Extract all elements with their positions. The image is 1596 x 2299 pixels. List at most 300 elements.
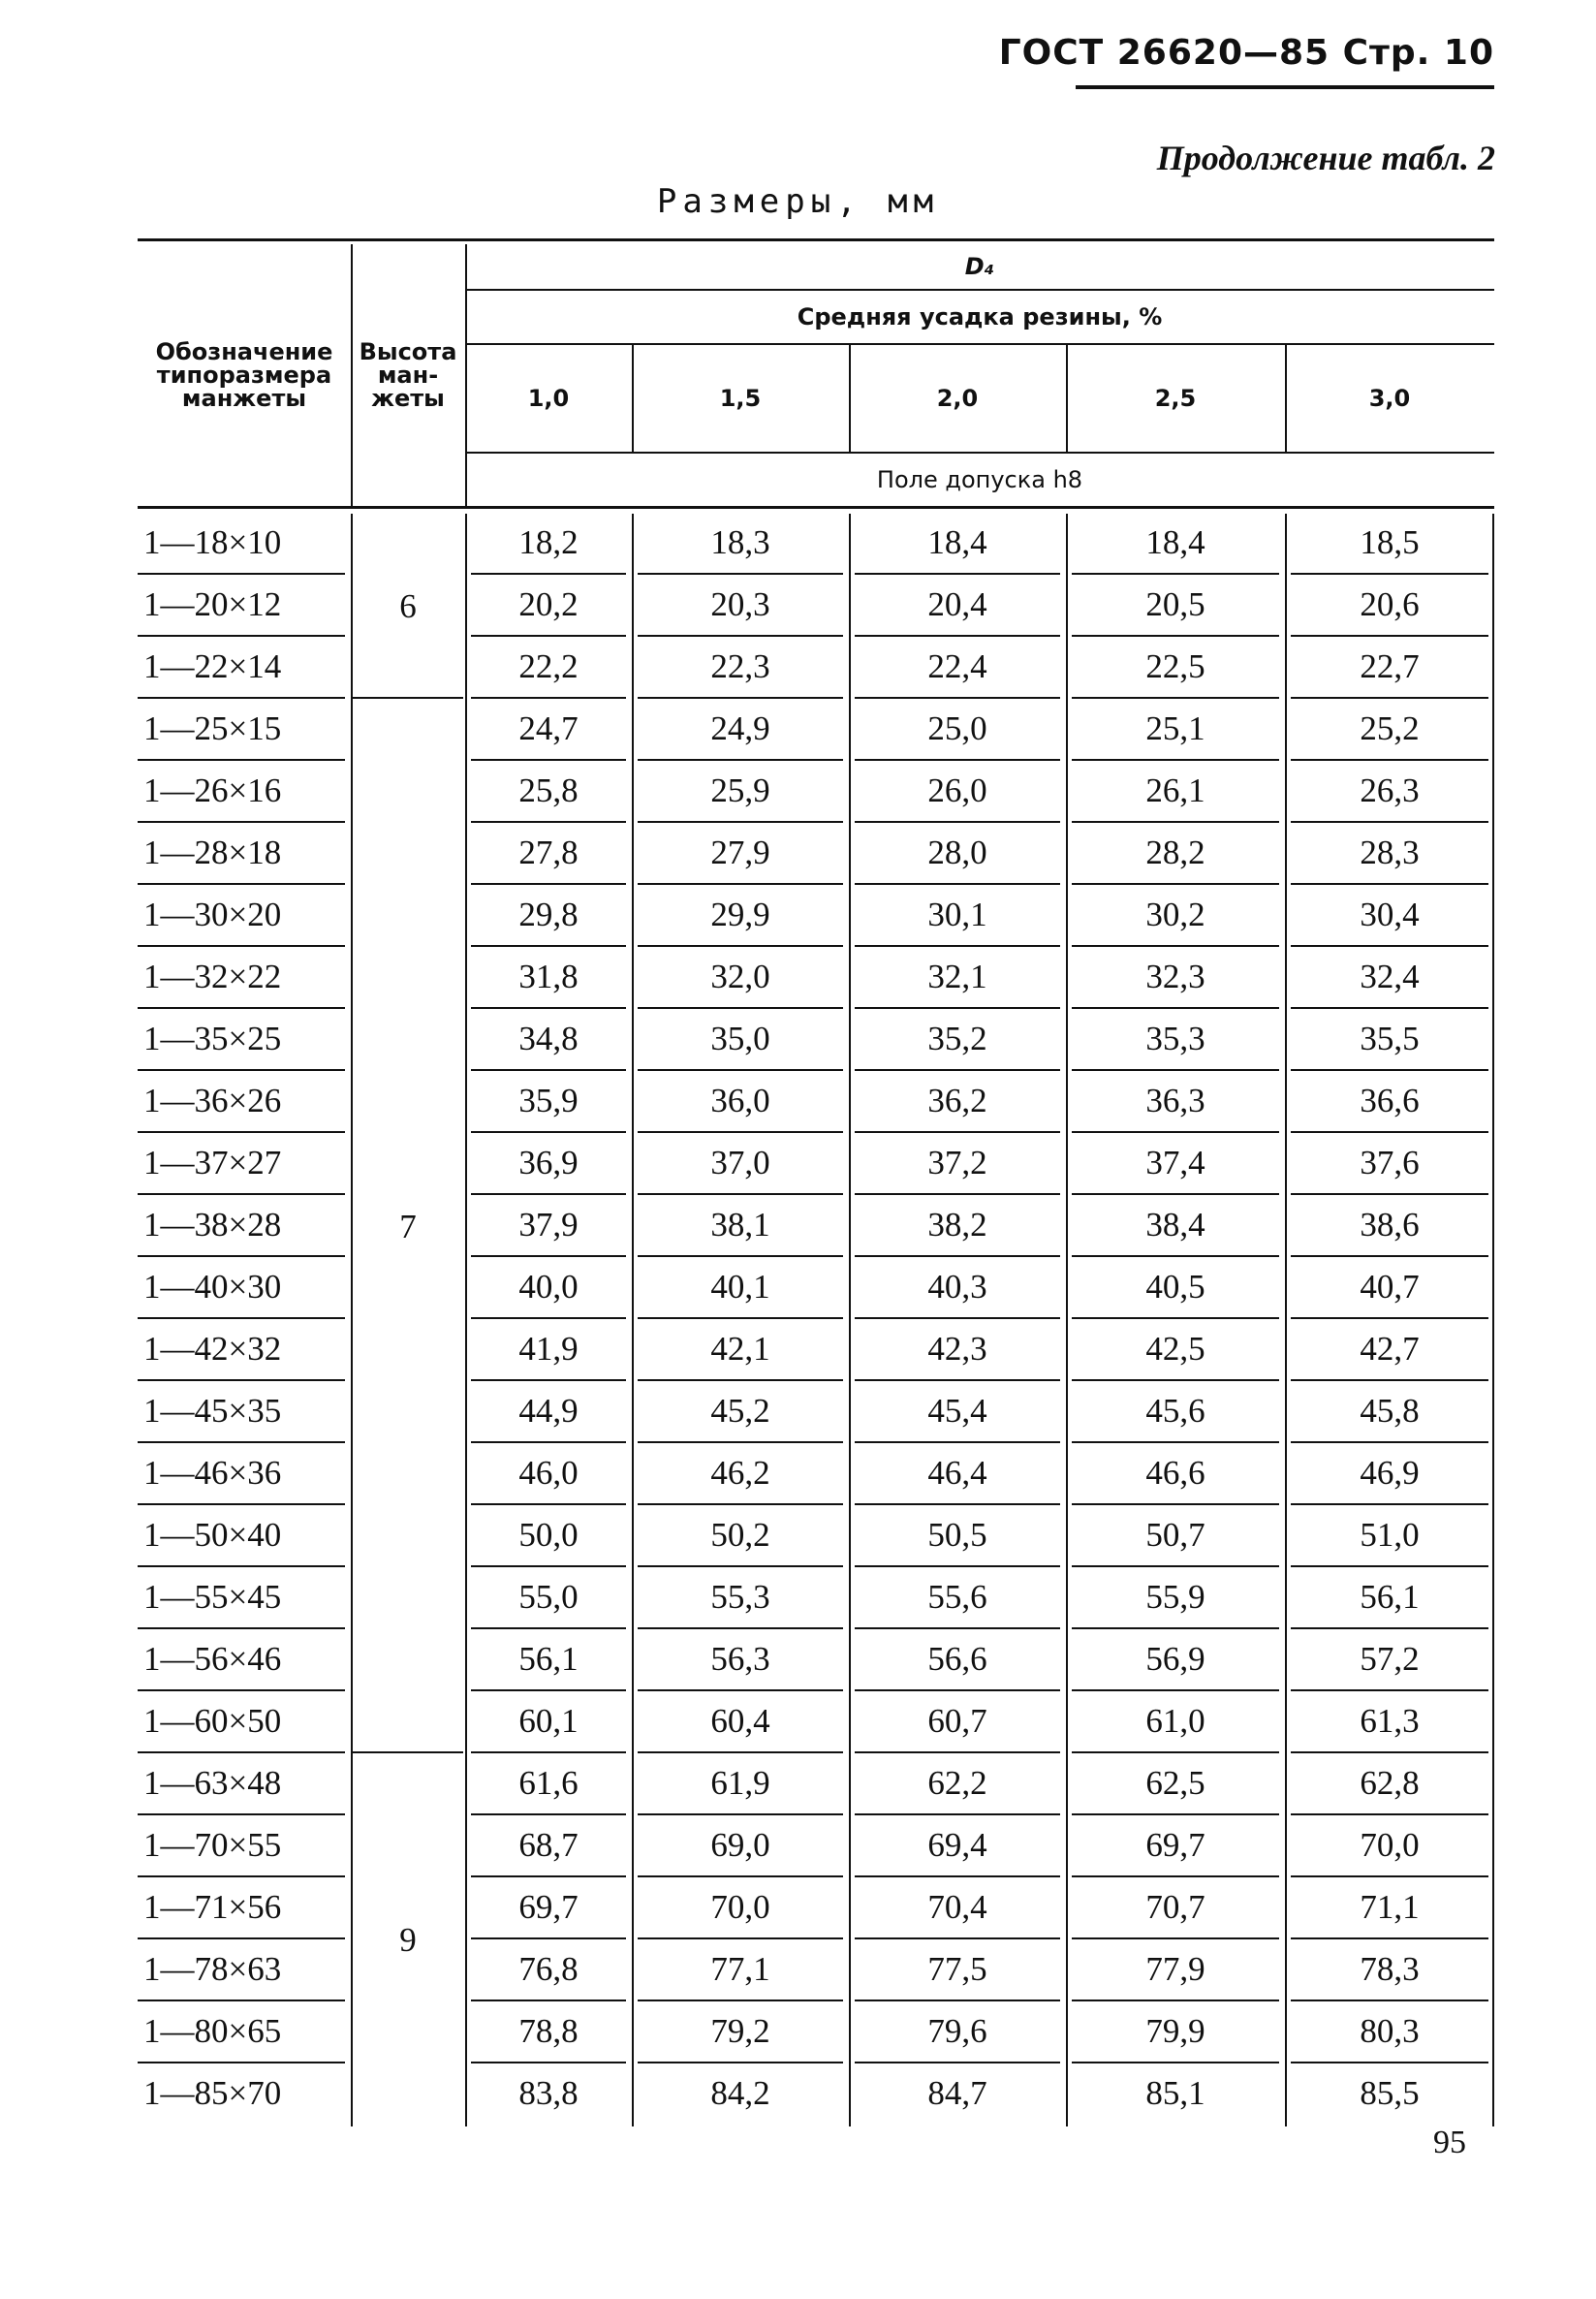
row-rule	[855, 1627, 1060, 1629]
row-rule	[1072, 1503, 1279, 1505]
row-rule	[471, 1379, 626, 1381]
row-rule	[638, 1255, 843, 1257]
table-cell: 30,2	[1145, 896, 1205, 933]
table-cell: 26,3	[1360, 772, 1420, 809]
table-cell: 42,5	[1145, 1330, 1205, 1368]
row-rule	[138, 2062, 345, 2063]
table-cell: 40,3	[927, 1268, 987, 1306]
table-cell: 20,6	[1360, 585, 1420, 623]
row-rule	[855, 1193, 1060, 1195]
row-designation: 1—35×25	[143, 1020, 282, 1057]
row-rule	[1072, 1627, 1279, 1629]
row-rule	[1291, 2062, 1488, 2063]
row-rule	[138, 635, 345, 637]
row-rule	[1291, 821, 1488, 823]
table-cell: 20,3	[710, 585, 770, 623]
row-rule	[138, 2000, 345, 2001]
row-rule	[1291, 1007, 1488, 1009]
row-rule	[471, 945, 626, 947]
row-rule	[1072, 1441, 1279, 1443]
row-designation: 1—36×26	[143, 1082, 282, 1119]
row-rule	[138, 1689, 345, 1691]
table-cell: 28,2	[1145, 834, 1205, 871]
row-rule	[471, 1069, 626, 1071]
page-number: 95	[1433, 2125, 1466, 2160]
table-cell: 60,1	[518, 1702, 579, 1740]
row-rule	[138, 883, 345, 885]
row-rule	[855, 2062, 1060, 2063]
table-cell: 32,0	[710, 958, 770, 995]
row-rule	[1291, 1937, 1488, 1939]
row-rule	[1291, 1689, 1488, 1691]
row-rule	[1072, 1131, 1279, 1133]
row-rule	[855, 1069, 1060, 1071]
row-rule	[138, 1379, 345, 1381]
row-rule	[1072, 1565, 1279, 1567]
row-designation: 1—28×18	[143, 834, 282, 871]
table-cell: 42,7	[1360, 1330, 1420, 1368]
row-rule	[138, 573, 345, 575]
row-rule	[855, 2000, 1060, 2001]
table-cell: 40,0	[518, 1268, 579, 1306]
row-rule	[855, 1751, 1060, 1753]
table-continuation-note: Продолжение табл. 2	[1156, 139, 1495, 177]
table-cell: 25,0	[927, 709, 987, 747]
row-rule	[1291, 1751, 1488, 1753]
table-cell: 50,2	[710, 1516, 770, 1554]
table-cell: 78,8	[518, 2012, 579, 2050]
row-rule	[855, 1503, 1060, 1505]
row-rule	[138, 1255, 345, 1257]
table-cell: 18,4	[1145, 523, 1205, 561]
table-cell: 61,6	[518, 1764, 579, 1802]
row-rule	[855, 573, 1060, 575]
row-designation: 1—20×12	[143, 585, 282, 623]
row-rule	[1291, 635, 1488, 637]
row-rule	[471, 1875, 626, 1877]
table-cell: 83,8	[518, 2074, 579, 2112]
table-cell: 50,5	[927, 1516, 987, 1554]
table-cell: 45,2	[710, 1392, 770, 1430]
table-cell: 70,0	[710, 1888, 770, 1926]
table-cell: 46,4	[927, 1454, 987, 1492]
row-rule	[138, 1875, 345, 1877]
table-cell: 26,0	[927, 772, 987, 809]
table-cell: 36,2	[927, 1082, 987, 1119]
table-cell: 46,6	[1145, 1454, 1205, 1492]
row-rule	[1291, 697, 1488, 699]
table-cell: 51,0	[1360, 1516, 1420, 1554]
table-cell: 84,7	[927, 2074, 987, 2112]
row-rule	[1072, 1069, 1279, 1071]
row-designation: 1—45×35	[143, 1392, 282, 1430]
row-rule	[1291, 1565, 1488, 1567]
height-group-rule	[353, 1751, 463, 1753]
table-cell: 31,8	[518, 958, 579, 995]
row-designation: 1—26×16	[143, 772, 282, 809]
table-cell: 68,7	[518, 1826, 579, 1864]
table-cell: 46,2	[710, 1454, 770, 1492]
table-cell: 30,4	[1360, 896, 1420, 933]
row-rule	[855, 759, 1060, 761]
table-cell: 80,3	[1360, 2012, 1420, 2050]
row-rule	[855, 1007, 1060, 1009]
table-cell: 56,1	[1360, 1578, 1420, 1616]
standard-reference: ГОСТ 26620—85 Стр. 10	[998, 33, 1494, 73]
table-cell: 70,0	[1360, 1826, 1420, 1864]
row-designation: 1—37×27	[143, 1144, 282, 1181]
row-rule	[471, 1627, 626, 1629]
row-rule	[1072, 1875, 1279, 1877]
table-cell: 29,8	[518, 896, 579, 933]
row-designation: 1—38×28	[143, 1206, 282, 1244]
table-cell: 18,3	[710, 523, 770, 561]
row-rule	[638, 1441, 843, 1443]
row-rule	[138, 1503, 345, 1505]
table-cell: 28,0	[927, 834, 987, 871]
table-cell: 20,2	[518, 585, 579, 623]
row-rule	[471, 883, 626, 885]
row-designation: 1—70×55	[143, 1826, 282, 1864]
row-rule	[638, 945, 843, 947]
row-rule	[1072, 1193, 1279, 1195]
row-rule	[1291, 1503, 1488, 1505]
table-cell: 18,5	[1360, 523, 1420, 561]
row-rule	[638, 759, 843, 761]
row-rule	[638, 697, 843, 699]
row-rule	[638, 2062, 843, 2063]
row-rule	[471, 1317, 626, 1319]
row-rule	[855, 821, 1060, 823]
table-cell: 40,7	[1360, 1268, 1420, 1306]
row-rule	[1072, 1813, 1279, 1815]
table-cell: 32,3	[1145, 958, 1205, 995]
row-designation: 1—71×56	[143, 1888, 282, 1926]
row-rule	[638, 1627, 843, 1629]
table-cell: 69,0	[710, 1826, 770, 1864]
row-rule	[1072, 821, 1279, 823]
row-rule	[638, 1131, 843, 1133]
table-cell: 18,4	[927, 523, 987, 561]
row-rule	[1072, 759, 1279, 761]
table-cell: 36,9	[518, 1144, 579, 1181]
row-rule	[471, 1193, 626, 1195]
height-group-value: 6	[399, 587, 417, 625]
table-cell: 55,0	[518, 1578, 579, 1616]
row-rule	[1291, 1875, 1488, 1877]
row-rule	[471, 635, 626, 637]
row-rule	[471, 1131, 626, 1133]
row-rule	[471, 1689, 626, 1691]
row-rule	[138, 1937, 345, 1939]
header-bottom-rule	[138, 506, 1494, 509]
row-rule	[471, 2000, 626, 2001]
row-rule	[1072, 1751, 1279, 1753]
height-group-rule	[353, 697, 463, 699]
table-cell: 77,1	[710, 1950, 770, 1988]
row-rule	[855, 1317, 1060, 1319]
row-rule	[1072, 573, 1279, 575]
shrinkage-value-header: 2,5	[1154, 385, 1197, 412]
table-cell: 22,2	[518, 647, 579, 685]
table-cell: 25,1	[1145, 709, 1205, 747]
table-cell: 46,9	[1360, 1454, 1420, 1492]
row-rule	[138, 759, 345, 761]
row-rule	[855, 1813, 1060, 1815]
row-rule	[138, 1441, 345, 1443]
row-rule	[638, 1007, 843, 1009]
row-designation: 1—55×45	[143, 1578, 282, 1616]
table-top-rule	[138, 238, 1494, 241]
table-cell: 36,0	[710, 1082, 770, 1119]
table-cell: 69,4	[927, 1826, 987, 1864]
table-cell: 38,6	[1360, 1206, 1420, 1244]
row-rule	[1291, 1193, 1488, 1195]
row-rule	[638, 1689, 843, 1691]
row-rule	[1291, 573, 1488, 575]
table-cell: 61,0	[1145, 1702, 1205, 1740]
row-rule	[471, 1751, 626, 1753]
table-cell: 35,9	[518, 1082, 579, 1119]
row-rule	[638, 1565, 843, 1567]
row-rule	[855, 697, 1060, 699]
row-rule	[1291, 1813, 1488, 1815]
table-cell: 25,2	[1360, 709, 1420, 747]
row-designation: 1—63×48	[143, 1764, 282, 1802]
row-designation: 1—85×70	[143, 2074, 282, 2112]
row-designation: 1—40×30	[143, 1268, 282, 1306]
table-cell: 69,7	[518, 1888, 579, 1926]
table-cell: 45,4	[927, 1392, 987, 1430]
column-header-designation: Обозначение типоразмера манжеты	[155, 338, 333, 412]
column-header-d4: D₄	[964, 253, 995, 280]
row-rule	[471, 1813, 626, 1815]
row-rule	[638, 2000, 843, 2001]
table-cell: 25,8	[518, 772, 579, 809]
row-rule	[1072, 2000, 1279, 2001]
row-rule	[138, 945, 345, 947]
row-designation: 1—32×22	[143, 958, 282, 995]
row-rule	[138, 1069, 345, 1071]
row-rule	[1291, 945, 1488, 947]
table-cell: 55,3	[710, 1578, 770, 1616]
table-cell: 25,9	[710, 772, 770, 809]
table-cell: 18,2	[518, 523, 579, 561]
row-rule	[471, 821, 626, 823]
table-cell: 79,6	[927, 2012, 987, 2050]
table-cell: 37,0	[710, 1144, 770, 1181]
row-rule	[855, 635, 1060, 637]
table-cell: 32,4	[1360, 958, 1420, 995]
table-cell: 62,2	[927, 1764, 987, 1802]
row-rule	[138, 1751, 345, 1753]
row-rule	[1291, 1131, 1488, 1133]
row-rule	[1072, 1255, 1279, 1257]
row-rule	[638, 573, 843, 575]
row-rule	[855, 945, 1060, 947]
table-cell: 40,1	[710, 1268, 770, 1306]
row-rule	[855, 1875, 1060, 1877]
row-rule	[1072, 1317, 1279, 1319]
row-rule	[638, 1875, 843, 1877]
row-rule	[138, 821, 345, 823]
table-cell: 22,5	[1145, 647, 1205, 685]
table-cell: 37,9	[518, 1206, 579, 1244]
table-cell: 61,3	[1360, 1702, 1420, 1740]
table-cell: 56,9	[1145, 1640, 1205, 1678]
row-designation: 1—60×50	[143, 1702, 282, 1740]
table-cell: 85,1	[1145, 2074, 1205, 2112]
row-rule	[638, 635, 843, 637]
table-cell: 57,2	[1360, 1640, 1420, 1678]
row-rule	[138, 1813, 345, 1815]
table-cell: 56,6	[927, 1640, 987, 1678]
table-cell: 79,2	[710, 2012, 770, 2050]
row-rule	[1291, 1441, 1488, 1443]
row-designation: 1—42×32	[143, 1330, 282, 1368]
row-rule	[1072, 1937, 1279, 1939]
table-cell: 32,1	[927, 958, 987, 995]
table-cell: 37,2	[927, 1144, 987, 1181]
table-cell: 55,6	[927, 1578, 987, 1616]
table-cell: 84,2	[710, 2074, 770, 2112]
shrinkage-value-header: 2,0	[936, 385, 979, 412]
table-cell: 62,5	[1145, 1764, 1205, 1802]
table-cell: 37,4	[1145, 1144, 1205, 1181]
row-rule	[1291, 1627, 1488, 1629]
table-cell: 27,9	[710, 834, 770, 871]
row-rule	[138, 1317, 345, 1319]
table-cell: 30,1	[927, 896, 987, 933]
table-cell: 22,4	[927, 647, 987, 685]
row-rule	[855, 1255, 1060, 1257]
table-cell: 77,9	[1145, 1950, 1205, 1988]
row-rule	[138, 1627, 345, 1629]
row-designation: 1—25×15	[143, 709, 282, 747]
table-cell: 61,9	[710, 1764, 770, 1802]
table-cell: 56,1	[518, 1640, 579, 1678]
row-rule	[638, 1317, 843, 1319]
table-cell: 56,3	[710, 1640, 770, 1678]
row-rule	[1072, 2062, 1279, 2063]
row-rule	[855, 1689, 1060, 1691]
table-cell: 44,9	[518, 1392, 579, 1430]
column-header-height: Высота ман- жеты	[359, 338, 457, 412]
table-cell: 29,9	[710, 896, 770, 933]
row-rule	[638, 1937, 843, 1939]
table-cell: 27,8	[518, 834, 579, 871]
row-designation: 1—56×46	[143, 1640, 282, 1678]
table-cell: 36,3	[1145, 1082, 1205, 1119]
table-cell: 34,8	[518, 1020, 579, 1057]
table-cell: 62,8	[1360, 1764, 1420, 1802]
row-rule	[471, 759, 626, 761]
table-cell: 24,9	[710, 709, 770, 747]
row-rule	[855, 1131, 1060, 1133]
row-rule	[138, 1131, 345, 1133]
row-rule	[855, 1379, 1060, 1381]
row-rule	[1072, 1689, 1279, 1691]
row-rule	[471, 573, 626, 575]
row-rule	[638, 1751, 843, 1753]
table-cell: 55,9	[1145, 1578, 1205, 1616]
row-rule	[471, 1937, 626, 1939]
table-cell: 37,6	[1360, 1144, 1420, 1181]
table-cell: 24,7	[518, 709, 579, 747]
row-designation: 1—18×10	[143, 523, 282, 561]
row-rule	[471, 697, 626, 699]
shrinkage-value-header: 1,0	[527, 385, 570, 412]
row-rule	[1072, 1007, 1279, 1009]
row-rule	[1072, 883, 1279, 885]
table-cell: 85,5	[1360, 2074, 1420, 2112]
row-rule	[638, 1813, 843, 1815]
height-group-value: 9	[399, 1921, 417, 1959]
row-designation: 1—78×63	[143, 1950, 282, 1988]
row-designation: 1—50×40	[143, 1516, 282, 1554]
row-rule	[1291, 2000, 1488, 2001]
row-rule	[471, 2062, 626, 2063]
row-rule	[855, 1441, 1060, 1443]
table-cell: 70,7	[1145, 1888, 1205, 1926]
table-cell: 36,6	[1360, 1082, 1420, 1119]
table-cell: 71,1	[1360, 1888, 1420, 1926]
row-rule	[1072, 635, 1279, 637]
table-cell: 45,8	[1360, 1392, 1420, 1430]
table-cell: 28,3	[1360, 834, 1420, 871]
row-designation: 1—22×14	[143, 647, 282, 685]
shrinkage-value-header: 3,0	[1368, 385, 1411, 412]
table-cell: 50,0	[518, 1516, 579, 1554]
table-cell: 70,4	[927, 1888, 987, 1926]
table-cell: 22,7	[1360, 647, 1420, 685]
table-cell: 40,5	[1145, 1268, 1205, 1306]
row-rule	[1072, 945, 1279, 947]
table-cell: 46,0	[518, 1454, 579, 1492]
row-rule	[1291, 759, 1488, 761]
row-designation: 1—46×36	[143, 1454, 282, 1492]
table-cell: 38,2	[927, 1206, 987, 1244]
row-rule	[471, 1007, 626, 1009]
row-rule	[138, 1007, 345, 1009]
table-cell: 42,1	[710, 1330, 770, 1368]
table-cell: 38,1	[710, 1206, 770, 1244]
height-group-value: 7	[399, 1208, 417, 1245]
column-header-shrinkage: Средняя усадка резины, %	[797, 303, 1163, 331]
row-rule	[638, 821, 843, 823]
row-rule	[1291, 883, 1488, 885]
table-cell: 22,3	[710, 647, 770, 685]
row-rule	[471, 1565, 626, 1567]
row-rule	[1291, 1379, 1488, 1381]
table-cell: 26,1	[1145, 772, 1205, 809]
row-rule	[855, 883, 1060, 885]
row-designation: 1—30×20	[143, 896, 282, 933]
row-rule	[471, 1503, 626, 1505]
table-cell: 77,5	[927, 1950, 987, 1988]
table-cell: 41,9	[518, 1330, 579, 1368]
table-cell: 42,3	[927, 1330, 987, 1368]
table-cell: 76,8	[518, 1950, 579, 1988]
table-cell: 20,5	[1145, 585, 1205, 623]
row-rule	[1072, 697, 1279, 699]
table-cell: 69,7	[1145, 1826, 1205, 1864]
table-cell: 78,3	[1360, 1950, 1420, 1988]
shrinkage-value-header: 1,5	[719, 385, 762, 412]
table-cell: 20,4	[927, 585, 987, 623]
row-rule	[855, 1565, 1060, 1567]
row-rule	[471, 1441, 626, 1443]
